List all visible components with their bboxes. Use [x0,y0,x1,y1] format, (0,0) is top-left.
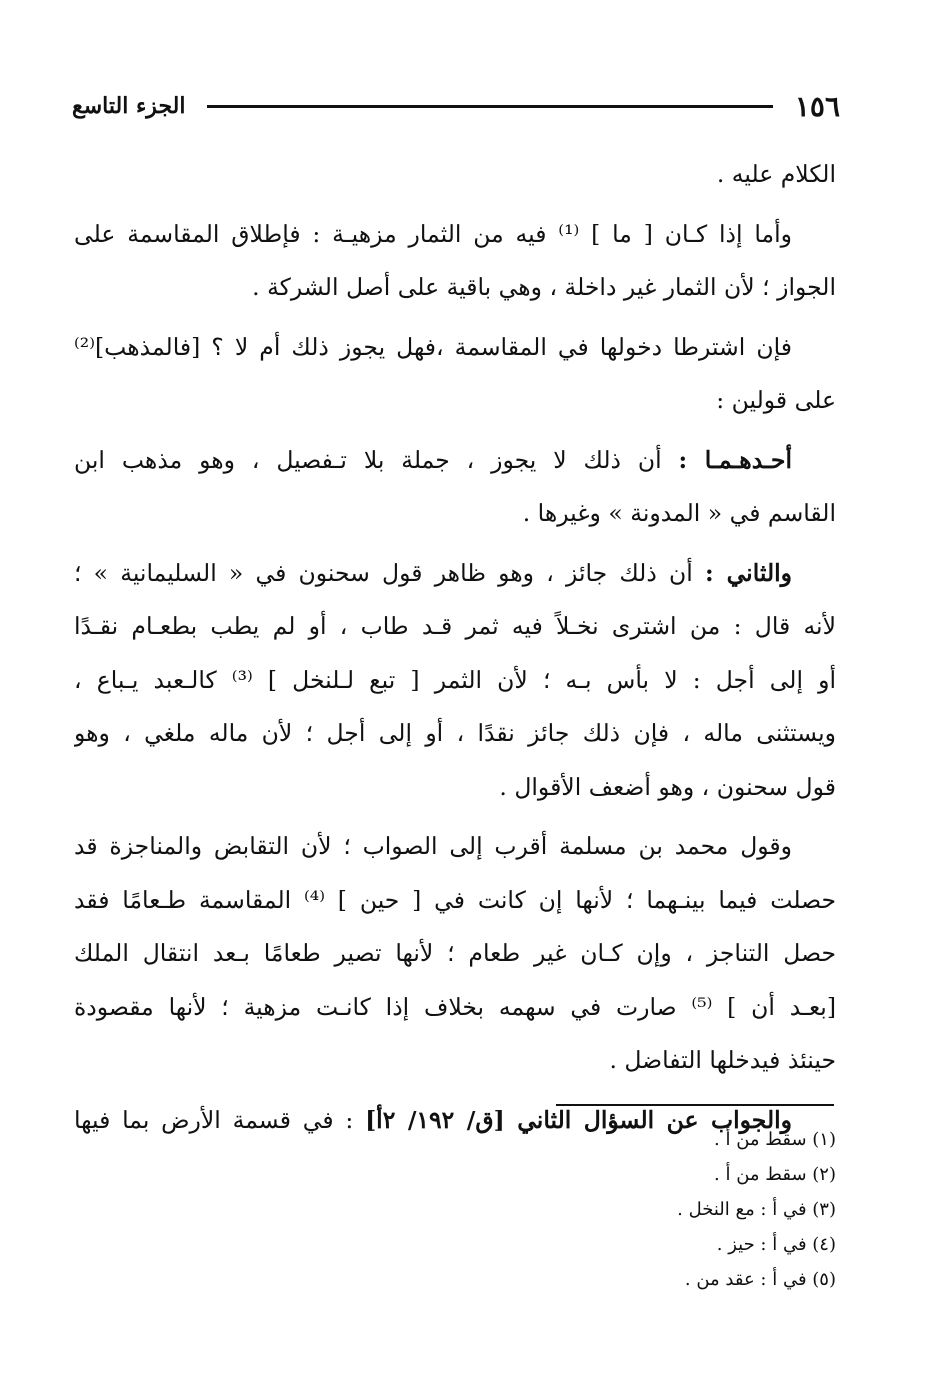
running-title: الجزء التاسع [72,93,186,119]
footnote: (١) سقط من أ . [714,1129,836,1150]
text-segment: : في قسمة الأرض بما فيها [74,1105,354,1134]
page-number: ١٥٦ [794,89,840,123]
bold-lead: أحـدهـمـا : [678,445,792,474]
text-line: أو إلى أجل : لا بأس بـه ؛ لأن الثمر [ تبع لـلنخل ] ⁽³⁾ كالـعبد يـباع ، [74,665,836,694]
text-line: وأما إذا كـان [ ما ] ⁽¹⁾ فيه من الثمار مزهيـة : فإطلاق المقاسمة على [74,219,792,248]
text-line: لأنه قال : من اشترى نخـلاً فيه ثمر قـد طاب ، أو لم يطب بطعـام نقـدًا [74,612,836,640]
footnote: (٢) سقط من أ . [714,1164,836,1185]
text-line [74,547,836,601]
text-line: فإن اشترطا دخولها في المقاسمة ،فهل يجوز ذلك أم لا ؟ [فالمذهب]⁽²⁾ [74,332,792,361]
text-line: على قولين : [716,386,836,414]
text-line: حينئذ فيدخلها التفاضل . [609,1046,836,1074]
text-line: [بعـد أن ] ⁽⁵⁾ صارت في سهمه بخلاف إذا كانـت مزهية ؛ لأنها مقصودة [74,992,836,1021]
footnotes [436,1122,836,1297]
text-line [74,434,836,488]
text-line: الجواز ؛ لأن الثمار غير داخلة ، وهي باقية على أصل الشركة . [252,273,836,301]
text-line: الكلام عليه . [716,160,836,188]
text-segment: أن ذلك لا يجوز ، جملة بلا تـفصيل ، وهو مذهب ابن [74,445,662,474]
bold-lead: والثاني : [704,558,792,587]
page-header [72,86,840,126]
footnote: (٤) في أ : حيز . [716,1234,836,1255]
body-text [74,148,836,1147]
text-line: قول سحنون ، وهو أضعف الأقوال . [499,772,836,801]
text-line: وقول محمد بن مسلمة أقرب إلى الصواب ؛ لأن التقابض والمناجزة قد [74,832,792,860]
bold-lead: والجواب عن السؤال الثاني [ق/ ١٩٢/ ٢أ] [365,1105,793,1134]
text-line: القاسم في « المدونة » وغيرها . [522,499,836,527]
footnote-rule [556,1104,834,1106]
text-segment: أن ذلك جائز ، وهو ظاهر قول سحنون في « السليمانية » ؛ [74,558,693,587]
footnote: (٥) في أ : عقد من . [684,1269,836,1290]
text-line: حصل التناجز ، وإن كـان غير طعام ؛ لأنها تصير طعامًا بـعد انتقال الملك [74,939,836,967]
header-rule [207,105,772,108]
text-line: ويستثنى ماله ، فإن ذلك جائز نقدًا ، أو إلى أجل ؛ لأن ماله ملغي ، وهو [74,719,836,747]
text-line: حصلت فيما بينـهما ؛ لأنها إن كانت في [ حين ] ⁽⁴⁾ المقاسمة طـعامًا فقد [74,885,836,914]
footnote: (٣) في أ : مع النخل . [677,1199,836,1220]
